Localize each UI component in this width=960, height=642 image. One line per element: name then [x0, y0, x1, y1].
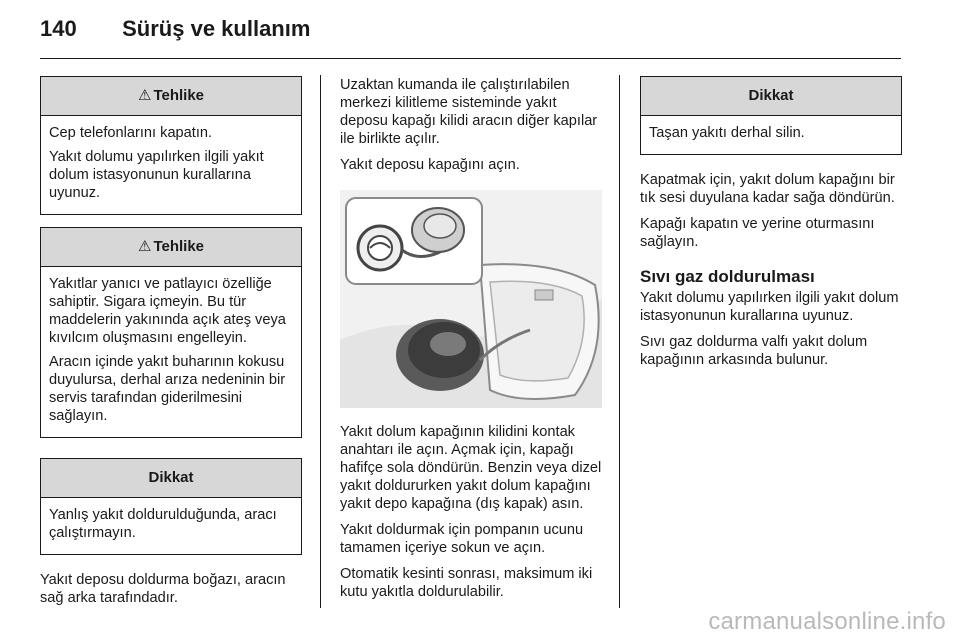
lpg-rules-text: Yakıt dolumu yapılırken ilgili yakıt dolum istasyonunun kurallarına uyunuz. [640, 290, 899, 324]
page-header [40, 16, 310, 42]
column-2 [340, 76, 602, 609]
danger-box-1-title: Tehlike [153, 87, 205, 104]
fuel-cap-illustration [340, 190, 602, 408]
auto-shutoff-text: Otomatik kesinti sonrası, maksimum iki kutu yakıtla doldurulabilir. [340, 566, 593, 600]
notice-box-2-text: Taşan yakıtı derhal silin. [649, 125, 805, 141]
column-divider-2 [619, 75, 620, 608]
header-rule [40, 58, 901, 59]
close-cap-text: Kapatmak için, yakıt dolum kapağını bir tık sesi duyulana kadar sağa döndürün. [640, 172, 895, 206]
warning-triangle-icon: ⚠ [137, 238, 152, 255]
filler-neck-text: Yakıt deposu doldurma boğazı, aracın sağ arka tarafındadır. [40, 572, 286, 606]
notice-box-2-title: Dikkat [641, 77, 901, 116]
danger-box-2-title: Tehlike [153, 238, 205, 255]
lpg-heading: Sıvı gaz doldurulması [640, 267, 815, 286]
danger-box-1 [40, 76, 302, 215]
danger-box-1-text-2: Yakıt dolumu yapılırken ilgili yakıt dolum istasyonunun kurallarına uyunuz. [49, 149, 264, 201]
insert-nozzle-text: Yakıt doldurmak için pompanın ucunu tamamen içeriye sokun ve açın. [340, 522, 584, 556]
column-divider-1 [320, 75, 321, 608]
watermark: carmanualsonline.info [708, 608, 946, 635]
lpg-valve-text: Sıvı gaz doldurma valfı yakıt dolum kapağının arkasında bulunur. [640, 334, 868, 368]
notice-box-1-title: Dikkat [41, 459, 301, 498]
notice-box-1 [40, 458, 302, 555]
page-title: Sürüş ve kullanım [122, 16, 311, 41]
danger-box-2-text-1: Yakıtlar yanıcı ve patlayıcı özelliğe sahiptir. Sigara içmeyin. Bu tür maddelerin yakınında açık ateş veya kıvılcım oluşmasını engelleyin. [49, 276, 286, 346]
central-locking-text: Uzaktan kumanda ile çalıştırılabilen merkezi kilitleme sisteminde yakıt deposu kapağı kilidi aracın diğer kapılar ile birlikte açılır. [340, 77, 598, 147]
notice-box-2 [640, 76, 902, 155]
danger-box-2-text-2: Aracın içinde yakıt buharının kokusu duyulursa, derhal arıza nedeninin bir servis tarafından giderilmesini sağlayın. [49, 354, 286, 424]
page-number: 140 [40, 16, 77, 41]
close-flap-text: Kapağı kapatın ve yerine oturmasını sağlayın. [640, 216, 875, 250]
unlock-cap-text: Yakıt dolum kapağının kilidini kontak anahtarı ile açın. Açmak için, kapağı hafifçe sola döndürün. Benzin veya dizel yakıt doldururken yakıt dolum kapağını yakıt depo kapağına (dış kapak) asın. [340, 424, 602, 512]
open-flap-text: Yakıt deposu kapağını açın. [340, 157, 520, 173]
column-1 [40, 76, 302, 615]
danger-box-1-text-1: Cep telefonlarını kapatın. [49, 125, 213, 141]
danger-box-2 [40, 227, 302, 438]
notice-box-1-text: Yanlış yakıt doldurulduğunda, aracı çalıştırmayın. [49, 507, 277, 541]
column-3 [640, 76, 902, 377]
warning-triangle-icon: ⚠ [137, 87, 152, 104]
